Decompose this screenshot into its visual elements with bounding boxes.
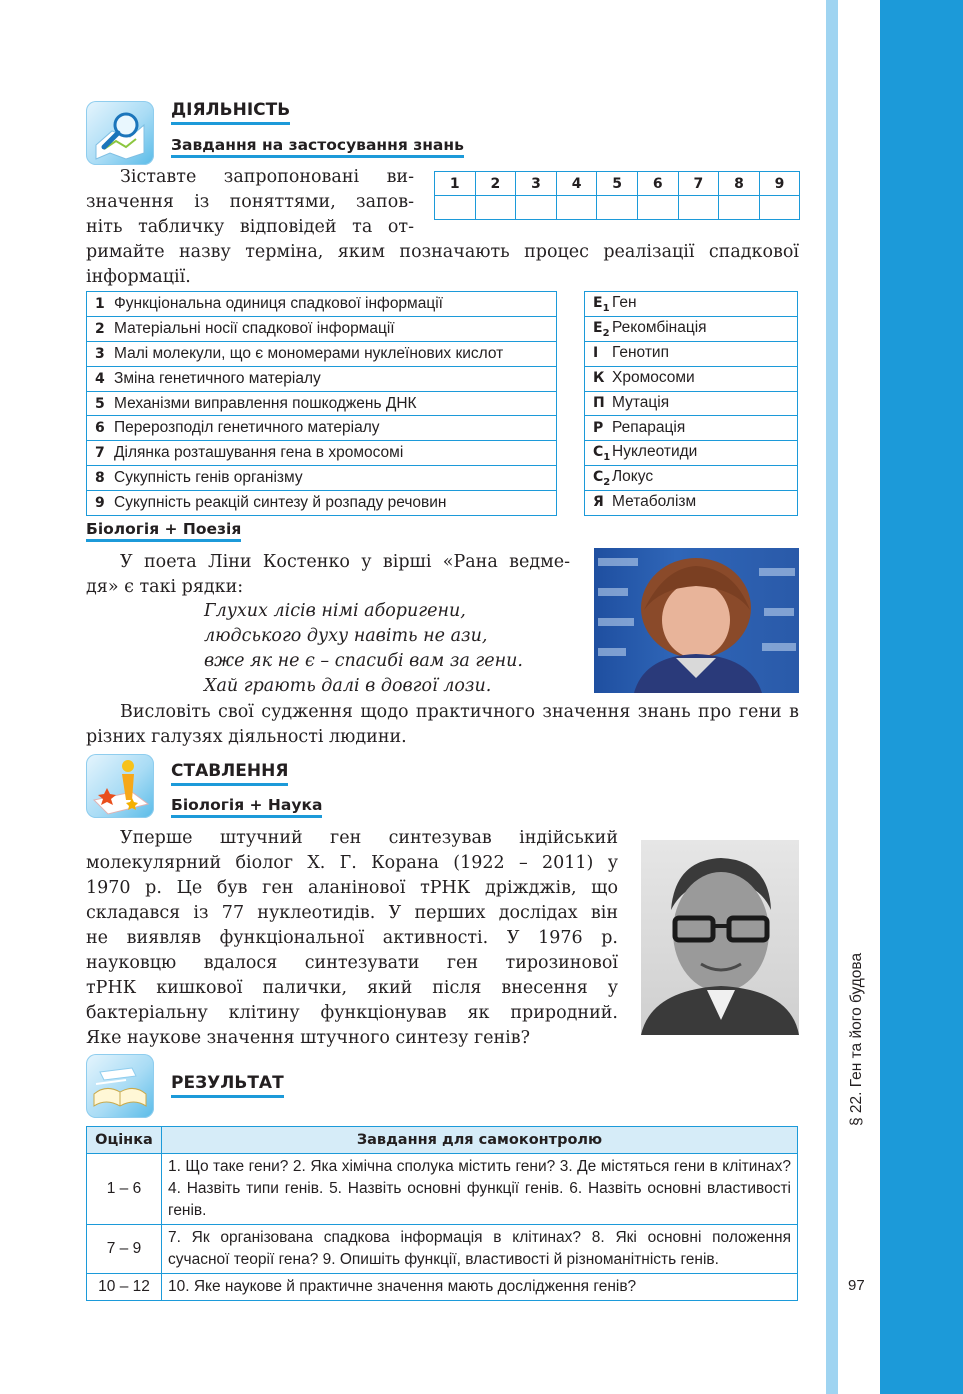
term-row (585, 292, 798, 317)
definition-text: Матеріальні носії спадкової інформації (114, 319, 395, 337)
magnifier-map-icon (86, 101, 154, 165)
definition-number: 3 (95, 345, 105, 362)
tasks-header: Завдання для самоконтролю (162, 1127, 798, 1154)
definition-text: Механізми виправлення пошкоджень ДНК (114, 394, 417, 412)
grid-number: 4 (556, 172, 597, 196)
poetry-question: Висловіть свої судження щодо практичного значення знань про гени в різних галузях діяльності людини. (86, 702, 799, 747)
definition-row (87, 416, 557, 441)
term-letter: $С_1$ (593, 444, 611, 464)
definition-text: Зміна генетичного матеріалу (114, 369, 321, 387)
definition-number: 6 (95, 420, 105, 437)
result-heading: РЕЗУЛЬТАТ (171, 1073, 284, 1098)
task-cell: 7. Як організована спадкова інформація в клітинах? 8. Які основні положення сучасної теорії гена? 9. Опишіть функції, властивості й різноманітність генів. (162, 1225, 798, 1274)
term-letter: Р (593, 419, 604, 436)
attitude-line: Яке наукове значення штучного синтезу генів? (86, 1028, 531, 1048)
open-book-icon (86, 1054, 154, 1118)
definition-row (87, 441, 557, 466)
attitude-line: 1970 р. Це був ген аланінової тРНК дріжджів, що (86, 878, 618, 898)
grid-number: 6 (637, 172, 678, 196)
term-row (585, 341, 798, 366)
term-text: Мутація (612, 393, 670, 411)
attitude-heading: СТАВЛЕННЯ (171, 761, 288, 786)
term-letter: $С_2$ (593, 469, 611, 489)
grid-number: 9 (759, 172, 800, 196)
term-row (585, 366, 798, 391)
definition-row (87, 341, 557, 366)
table-row (87, 1225, 798, 1274)
definition-number: 1 (95, 295, 105, 312)
term-letter: $Е_2$ (593, 319, 610, 339)
task-cell: 1. Що таке гени? 2. Яка хімічна сполука містить гени? 3. Де містяться гени в клітинах? 4. Назвіть типи генів. 5. Назвіть основні функції генів. 6. Назвіть основні властивості генів. (162, 1154, 798, 1225)
definition-number: 9 (95, 495, 105, 512)
grid-answer-cell (759, 196, 800, 220)
attitude-line: Уперше штучний ген синтезував індійський (120, 828, 618, 848)
definition-number: 5 (95, 395, 105, 412)
definition-number: 7 (95, 445, 105, 462)
grid-number: 3 (516, 172, 557, 196)
grid-answer-cell (637, 196, 678, 220)
poetry-intro (86, 550, 570, 600)
chapter-label: § 22. Ген та його будова (848, 952, 865, 1126)
attitude-line: тРНК кишкової палички, який після внесення у (86, 978, 618, 998)
attitude-line: молекулярний біолог Х. Г. Корана (1922 – 2011) у (86, 853, 618, 873)
side-strip-dark (880, 0, 963, 1394)
answer-grid-blank-row (435, 196, 800, 220)
grid-answer-cell (516, 196, 557, 220)
score-cell: 1 – 6 (87, 1154, 162, 1225)
attitude-subheading: Біологія + Наука (171, 796, 322, 818)
definition-number: 2 (95, 320, 105, 337)
poem-line: Глухих лісів німі аборигени, (204, 601, 466, 621)
kostenko-photo (594, 548, 799, 693)
term-text: Ген (612, 294, 637, 312)
attitude-line: науковцю вдалося синтезувати ген тирозинової (86, 953, 618, 973)
table-row (87, 1274, 798, 1301)
definitions-table (86, 291, 557, 516)
activity-intro (86, 165, 414, 240)
score-header: Оцінка (87, 1127, 162, 1154)
term-text: Локус (612, 468, 654, 486)
attitude-line: складався із 77 нуклеотидів. У перших дослідах він (86, 903, 618, 923)
definition-text: Малі молекули, що є мономерами нуклеїнових кислот (114, 344, 504, 362)
grid-answer-cell (719, 196, 760, 220)
term-text: Репарація (612, 418, 686, 436)
definition-text: Сукупність реакцій синтезу й розпаду речовин (114, 494, 447, 512)
side-strip-light (826, 0, 838, 1394)
definition-row (87, 466, 557, 491)
poem-line: людського духу навіть не ази, (204, 626, 488, 646)
activity-line-3: ніть табличку відповідей та от- (86, 217, 414, 237)
score-cell: 7 – 9 (87, 1225, 162, 1274)
poem-line: Хай грають далі в довгої лози. (204, 676, 492, 696)
definition-number: 8 (95, 470, 105, 487)
term-text: Хромосоми (612, 368, 695, 386)
grid-answer-cell (678, 196, 719, 220)
grid-number: 7 (678, 172, 719, 196)
grid-number: 5 (597, 172, 638, 196)
grid-answer-cell (435, 196, 476, 220)
definition-number: 4 (95, 370, 105, 387)
poem-line: вже як не є – спасибі вам за гени. (204, 651, 523, 671)
poetry-subheading: Біологія + Поезія (86, 520, 241, 542)
terms-table (584, 291, 798, 516)
answer-grid (434, 171, 800, 220)
definition-text: Сукупність генів організму (114, 469, 303, 487)
figure-star-icon (86, 754, 154, 818)
side-strip (838, 0, 880, 1394)
answer-grid-header (435, 172, 800, 196)
attitude-text (86, 826, 618, 1051)
attitude-line: не виявляв функціональної активності. У 1976 р. (86, 928, 618, 948)
term-row (585, 391, 798, 416)
activity-line-1: Зіставте запропоновані ви- (120, 167, 414, 187)
self-check-table (86, 1126, 798, 1301)
definition-row (87, 491, 557, 516)
term-row (585, 316, 798, 341)
term-row (585, 466, 798, 491)
attitude-line: бактеріальну клітину функціонував як природний. (86, 1003, 618, 1023)
table-row (87, 1154, 798, 1225)
grid-number: 2 (475, 172, 516, 196)
term-letter: І (593, 344, 599, 361)
self-check-header (87, 1127, 798, 1154)
term-text: Генотип (612, 343, 669, 361)
grid-answer-cell (475, 196, 516, 220)
poetry-intro-line-2: дя» є такі рядки: (86, 577, 244, 597)
grid-number: 1 (435, 172, 476, 196)
definition-row (87, 292, 557, 317)
term-letter: $Е_1$ (593, 295, 610, 314)
term-row (585, 491, 798, 516)
term-row (585, 416, 798, 441)
page-number: 97 (848, 1277, 865, 1294)
khorana-photo (641, 840, 799, 1035)
poetry-intro-line-1: У поета Ліни Костенко у вірші «Рана ведме- (120, 552, 570, 572)
activity-heading: ДІЯЛЬНІСТЬ (171, 100, 290, 125)
term-letter: П (593, 394, 605, 411)
score-cell: 10 – 12 (87, 1274, 162, 1301)
grid-answer-cell (556, 196, 597, 220)
definition-row (87, 391, 557, 416)
definition-text: Перерозподіл генетичного матеріалу (114, 419, 380, 437)
term-letter: Я (593, 494, 604, 511)
activity-subheading: Завдання на застосування знань (171, 136, 464, 158)
grid-number: 8 (719, 172, 760, 196)
definition-text: Ділянка розташування гена в хромосомі (114, 444, 404, 462)
term-text: Рекомбінація (612, 318, 707, 336)
term-text: Метаболізм (612, 493, 697, 511)
definition-text: Функціональна одиниця спадкової інформації (114, 294, 443, 312)
grid-answer-cell (597, 196, 638, 220)
activity-intro-rest: римайте назву терміна, яким позначають процес реалізації спадкової інформації. (86, 242, 799, 287)
term-text: Нуклеотиди (612, 443, 698, 461)
term-row (585, 441, 798, 466)
poem (204, 599, 523, 699)
definition-row (87, 316, 557, 341)
definition-row (87, 366, 557, 391)
term-letter: К (593, 369, 605, 386)
task-cell: 10. Яке наукове й практичне значення мають дослідження генів? (162, 1274, 798, 1301)
activity-line-2: значення із поняттями, запов- (86, 192, 414, 212)
